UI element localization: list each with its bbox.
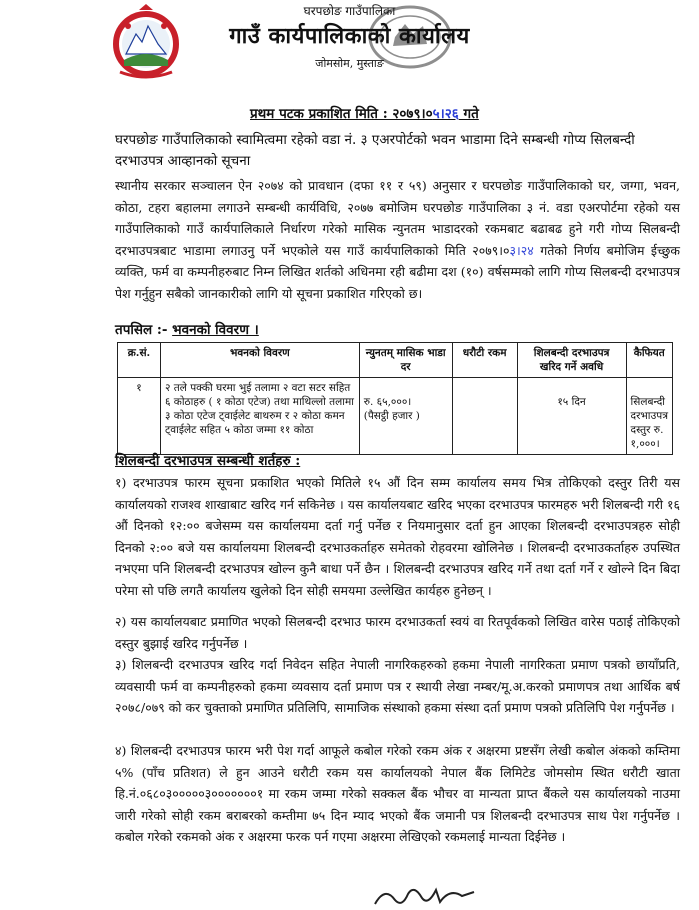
rent-amount: रु. ६५,०००। (363, 396, 412, 408)
cell-monthly-rent (359, 378, 452, 455)
notice-subject: घरपछोङ गाउँपालिकाको स्वामित्वमा रहेको वडा नं. ३ एअरपोर्टको भवन भाडामा दिने सम्बन्धी गोप्य सिलबन्दी दरभाउपत्र आव्हानको सूचना (115, 132, 635, 169)
th-monthly-rent: न्युनतम् मासिक भाडा दर (359, 343, 452, 378)
intro-paragraph (115, 175, 680, 304)
th-purchase-period: शिलबन्दी दरभाउपत्र खरिद गर्ने अवधि (517, 343, 626, 378)
publication-date (250, 104, 479, 122)
intro-part-2: गतेको निर्णय बमोजिम ईच्छुक व्यक्ति, फर्म वा कम्पनीहरुबाट निम्न लिखित शर्तको अधिनमा रही बढीमा दश (१०) वर्षसम्मको लागि गोप्य सिलबन्दी दरभाउपत्र पेश गर्नुहुन सबैको जानकारीको लागि यो सूचना प्रकाशित गरिएको छ। (115, 242, 680, 301)
cell-purchase-period: १५ दिन (517, 378, 626, 455)
cell-description: २ तले पक्की घरमा भुई तलामा २ वटा सटर सहित ६ कोठाहरु ( १ कोठा एटेज) तथा माथिल्लो तलामा ३ कोठा एटेज ट्वाईलेट बाथरुम र २ कोठा कमन ट्वाईलेट सहित ५ कोठा जम्मा ११ कोठा (160, 378, 359, 455)
condition-1: १) दरभाउपत्र फारम सूचना प्रकाशित भएको मितिले १५ औं दिन सम्म कार्यालय समय भित्र तोकिएको दस्तुर तिरी यस कार्यालयको राजश्व शाखाबाट खरिद गर्न सकिनेछ । यस कार्यालयबाट खरिद भएका दरभाउपत्र फारमहरु भरी शिलबन्दी गरी १६ औं दिनको १२:०० बजेसम्म यस कार्यालयमा दर्ता गर्नु पर्नेछ र नियमानुसार दर्ता हुन आएका शिलबन्दी दरभाउपत्रहरु सोही दिनको २:०० बजे यस कार्यालयमा शिलबन्दी दरभाउकर्ताहरु समेतको रोहवरमा खोलिनेछ । शिलबन्दी दरभाउकर्ताहरु उपस्थित नभएमा पनि शिलबन्दी दरभाउपत्र खोल्न कुनै बाधा पर्ने छैन । शिलबन्दी दरभाउपत्र खरिद गर्ने तथा दर्ता गर्ने र खोल्ने दिन बिदा परेमा सो पछि लगतै कार्यालय खुलेको दिन सोही समयमा उल्लेखित कार्यहरु हुनेछन् । (115, 475, 680, 598)
condition-3: ३) शिलबन्दी दरभाउपत्र खरिद गर्दा निवेदन सहित नेपाली नागरिकहरुको हकमा नेपाली नागरिकता प्रमाण पत्रको छायाँप्रति, व्यवसायी फर्म वा कम्पनीहरुको हकमा व्यवसाय दर्ता प्रमाण पत्र र स्थायी लेखा नम्बर/मू.अ.करको प्रमाणपत्र तथा आर्थिक बर्ष २०७८/०७९ को कर चुक्ताको प्रमाणित प्रतिलिपि, सामाजिक संस्थाको हकमा संस्था दर्ता प्रमाण पत्रको प्रतिलिपि पेश गर्नुपर्नेछ । (115, 657, 680, 715)
office-name: गाउँ कार्यपालिकाको कार्यालय (229, 23, 470, 49)
details-prefix: तपसिल :- (115, 322, 173, 338)
th-description: भवनको विवरण (160, 343, 359, 378)
publication-date-suffix: गते (458, 106, 479, 122)
municipality-name: घरपछोङ गाउँपालिका (303, 4, 396, 18)
details-heading (115, 320, 259, 338)
condition-4: ४) शिलबन्दी दरभाउपत्र फारम भरी पेश गर्दा आफूले कबोल गरेको रकम अंक र अक्षरमा प्रष्टसँग लेखी कबोल अंकको कम्तिमा ५% (पाँच प्रतिशत) ले हुन आउने धरौटी रकम यस कार्यालयको नेपाल बैंक लिमिटेड जोमसोम स्थित धरौटी खाता हि.नं.०६८०३०००००३०००००००१ मा रकम जम्मा गरेको सक्कल बैंक भौचर वा मान्यता प्राप्त बैंकले यस कार्यालयको नाउमा जारी गरेको सोही रकम बराबरको कम्तीमा ७५ दिन म्याद भएको बैंक जमानी पत्र शिलबन्दी दरभाउपत्र साथ पेश गर्नुपर्नेछ । कबोल गरेको रकमको अंक र अक्षरमा फरक पर्न गएमा अक्षरमा लेखिएको रकमलाई मान्यता दिईनेछ । (115, 743, 680, 844)
table-row (118, 378, 673, 455)
details-title: भवनको विवरण । (172, 322, 259, 338)
publication-date-prefix: प्रथम पटक प्रकाशित मिति : २०७९।० (250, 106, 433, 122)
th-sn: क्र.सं. (118, 343, 161, 378)
th-remarks: कैफियत (626, 343, 672, 378)
condition-2: २) यस कार्यालयबाट प्रमाणित भएको सिलबन्दी दरभाउ फारम दरभाउकर्ता स्वयं वा रितपूर्वकको लिखित वारेस पठाई तोकिएको दस्तुर बुझाई खरिद गर्नुपर्नेछ । (115, 614, 680, 651)
intro-part-1: स्थानीय सरकार सञ्चालन ऐन २०७४ को प्रावधान (दफा ११ र ५९) अनुसार र घरपछोङ गाउँपालिकाको घर, जग्गा, भवन, कोठा, टहरा बहालमा लगाउने सम्बन्धी कार्यविधि, २०७७ बमोजिम घरपछोङ गाउँपालिका ३ नं. वडा एअरपोर्टमा रहेको यस गाउँपालिकाको गाउँ कार्यपालिकाले निर्धारण गरेको मासिक न्युनतम भाडादरको रकमबाट बढाबढ हुने गरी गोप्य सिलबन्दी दरभाउपत्रबाट भाडामा लगाउनु पर्ने भएकोले यस गाउँ कार्यपालिकाको मिति २०७९।० (115, 178, 680, 258)
cell-remarks: सिलबन्दी दरभाउपत्र दस्तुर रु. १,०००। (626, 378, 672, 455)
building-details-table (117, 342, 673, 455)
th-deposit: धरौटी रकम (452, 343, 517, 378)
signature-icon (370, 880, 480, 910)
office-location: जोमसोम, मुस्ताङ (315, 57, 384, 70)
table-header-row (118, 343, 673, 378)
intro-date-highlight: ३।२४ (509, 242, 534, 258)
cell-deposit (452, 378, 517, 455)
publication-date-highlight: ५।२६ (432, 106, 459, 122)
rent-in-words: (पैसट्ठी हजार ) (363, 410, 420, 422)
conditions-title: शिलबन्दी दरभाउपत्र सम्बन्धी शर्तहरु : (115, 453, 301, 469)
cell-sn: १ (118, 378, 161, 455)
